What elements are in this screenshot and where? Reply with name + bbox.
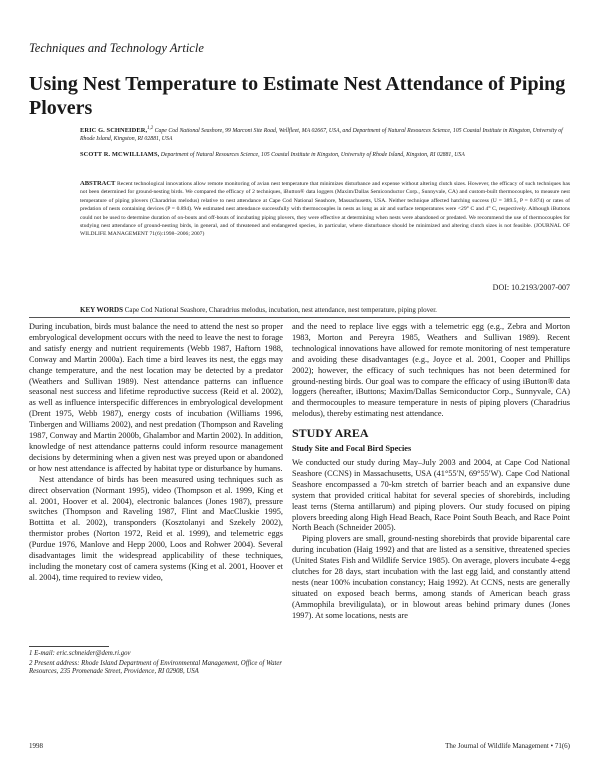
body-paragraph: Piping plovers are small, ground-nesting shorebirds that provide biparental care during incubation (Haig 1992) and that are listed as a sensitive, threatened species (United States Fish and Wildlife Service 1985). On average, plovers incubate 4-egg clutches for 28 days, start incubation with the last egg laid, and constantly attend nests (near 100% incubation constancy; Haig 1992). At CCNS, nests are generally situated on exposed beach berms, among stands of American beach grass (Ammophila breviligulata), or in blowout areas behind primary dunes (Jones 1997). At some locations, nests are xyxy=(292,534,570,620)
body-paragraph: and the need to replace live eggs with a telemetric egg (e.g., Zebra and Morton 1983, Morton and Pereyra 1985, Weathers and Sullivan 1989). Recent technological innovations have allowed for remote monitoring of nest temperature and avoiding these disadvantages (e.g., Joyce et al. 2001, Cooper and Phillips 2002); however, the efficacy of such techniques has not been determined for ground-nesting birds. Our goal was to compare the efficacy of using iButton® data loggers (hereafter, iButtons; Maxim/Dallas Semiconductor Corp., Sunnyvale, CA) and thermocouples to measure temperature in nests of piping plovers (Charadrius melodus), thereby estimating nest attendance. xyxy=(292,322,570,419)
footnotes xyxy=(29,650,283,678)
subsection-heading: Study Site and Focal Bird Species xyxy=(292,444,412,454)
footnote-1: 1 E-mail: eric.schneider@dem.ri.gov xyxy=(29,650,131,657)
section-heading-study-area: STUDY AREA xyxy=(292,426,369,441)
doi: DOI: 10.2193/2007-007 xyxy=(492,283,570,292)
abstract-label: ABSTRACT xyxy=(80,180,116,187)
abstract xyxy=(80,180,570,239)
author-affiliation: Cape Cod National Seashore, 99 Marconi Site Road, Wellfleet, MA 02667, USA, and Department of Natural Resources Science, 105 Coastal Institute in Kingston, University of Rhode Island, Kingston, RI 02881, USA xyxy=(80,127,563,143)
body-paragraph: During incubation, birds must balance the need to attend the nest so proper embryological development occurs with the need to leave the nest to forage and satisfy energy and nutrient requirements (Webb 1987, Haftorn 1988, Conway and Martin 2000a). Each time a bird leaves its nest, the eggs may change temperature, and the nest location may be detected by a predator (Weathers and Sullivan 1989). Nest attendance patterns can influence seasonal nest success and lifetime reproductive success (Reid et al. 2002), as well as influence interspecific differences in embryological development (Drent 1975, Webb 1987), energy costs of incubation (Williams 1996, Tinbergen and Williams 2002), and nest predation (Thompson and Raveling 1987, Conway and Martin 2000b, Ghalambor and Martin 2002). In addition, knowledge of nest attendance patterns could inform resource management decisions by determining when a given nest was preyed upon or abandoned or how nest attendance is affected by habitat type or disturbance by humans. xyxy=(29,322,283,473)
body-paragraph: Nest attendance of birds has been measured using techniques such as direct observation (Normant 1995), video (Thompson et al. 1999, King et al. 2001, Hoover et al. 2004), electronic balances (Jones 1987), pressure switches (Thompson and Raveling 1987, Flint and MacCluskie 1995, Bottitta et al. 2002), transponders (Kosztolanyi and Szekely 2002), thermistor probes (Norton 1972, Reid et al. 1999), and telemetric eggs (Purdue 1976, Manlove and Hepp 2000, Loos and Rohwer 2004). Several disadvantages limit the widespread applicability of these techniques, including the monetary cost of camera systems (King et al. 2001, Hoover et al. 2004), time required to review video, xyxy=(29,474,283,582)
author-marks: 1,2 xyxy=(147,126,154,131)
abstract-text: Recent technological innovations allow remote monitoring of avian nest temperature that minimizes disturbance and expense without altering clutch sizes. However, the efficacy of such techniques has not been determined for ground-nesting birds. We compared the efficacy of 2 techniques, iButton® data loggers (Maxim/Dallas Semiconductor Corp., Sunnyvale, CA) and custom-built thermocouples, to measure nest temperature of piping plovers (Charadrius melodus) relative to nest attendance at Cape Cod National Seashore, Massachusetts, USA. Neither technique affected hatching success (U = 389.5, P = 0.874) or rates of predation of nests containing devices (P = 0.894). We estimated nest attendance successfully with thermocouples in nests as long as air and surface temperatures were <29° C and 4° C, respectively. Although iButtons could not be used to determine duration of on-bouts and off-bouts of incubating piping plovers, they were effective at determining when nests were abandoned or predated. We recommend the use of thermocouples for studying nest attendance of ground-nesting birds, in general, and of threatened and endangered species, in particular, where disturbance should be minimized and altering clutch sizes is not feasible. (JOURNAL OF WILDLIFE MANAGEMENT 71(6):1998–2006; 2007) xyxy=(80,181,570,238)
footnote-2: 2 Present address: Rhode Island Department of Environmental Management, Office of Water Resources, 235 Promenade Street, Providence, RI 02908, USA xyxy=(29,659,283,676)
journal-footer: The Journal of Wildlife Management • 71(6) xyxy=(445,742,570,750)
body-paragraph: We conducted our study during May–July 2003 and 2004, at Cape Cod National Seashore (CCNS) in Massachusetts, USA (41°55′N, 69°55′W). Cape Cod National Seashore encompassed a 70-km stretch of barrier beach and an expansive dune system that provided critical habitat for several species of shorebirds, including least terns (Sterna antillarum) and piping plovers. Our study focused on piping plovers breeding along High Head Beach, Race Point South Beach, and Race Point North Beach (Schneider 2005). xyxy=(292,457,570,533)
section-divider xyxy=(29,317,570,318)
article-title: Using Nest Temperature to Estimate Nest Attendance of Piping Plovers xyxy=(29,73,566,119)
keywords xyxy=(80,305,570,315)
footnote-divider xyxy=(29,646,109,647)
body-column-right xyxy=(292,322,570,622)
author-block-2 xyxy=(80,151,570,159)
keywords-label: KEY WORDS xyxy=(80,306,123,314)
author-name: ERIC G. SCHNEIDER, xyxy=(80,126,148,134)
body-column-left xyxy=(29,322,283,584)
author-affiliation: Department of Natural Resources Science, 105 Coastal Institute in Kingston, University of Rhode Island, Kingston, RI 02881, USA xyxy=(160,152,465,158)
section-label: Techniques and Technology Article xyxy=(29,41,204,55)
author-name: SCOTT R. MCWILLIAMS, xyxy=(80,151,160,158)
author-block-1 xyxy=(80,125,570,143)
page-number: 1998 xyxy=(29,742,43,750)
keywords-text: Cape Cod National Seashore, Charadrius melodus, incubation, nest attendance, nest temperature, piping plover. xyxy=(124,306,437,314)
